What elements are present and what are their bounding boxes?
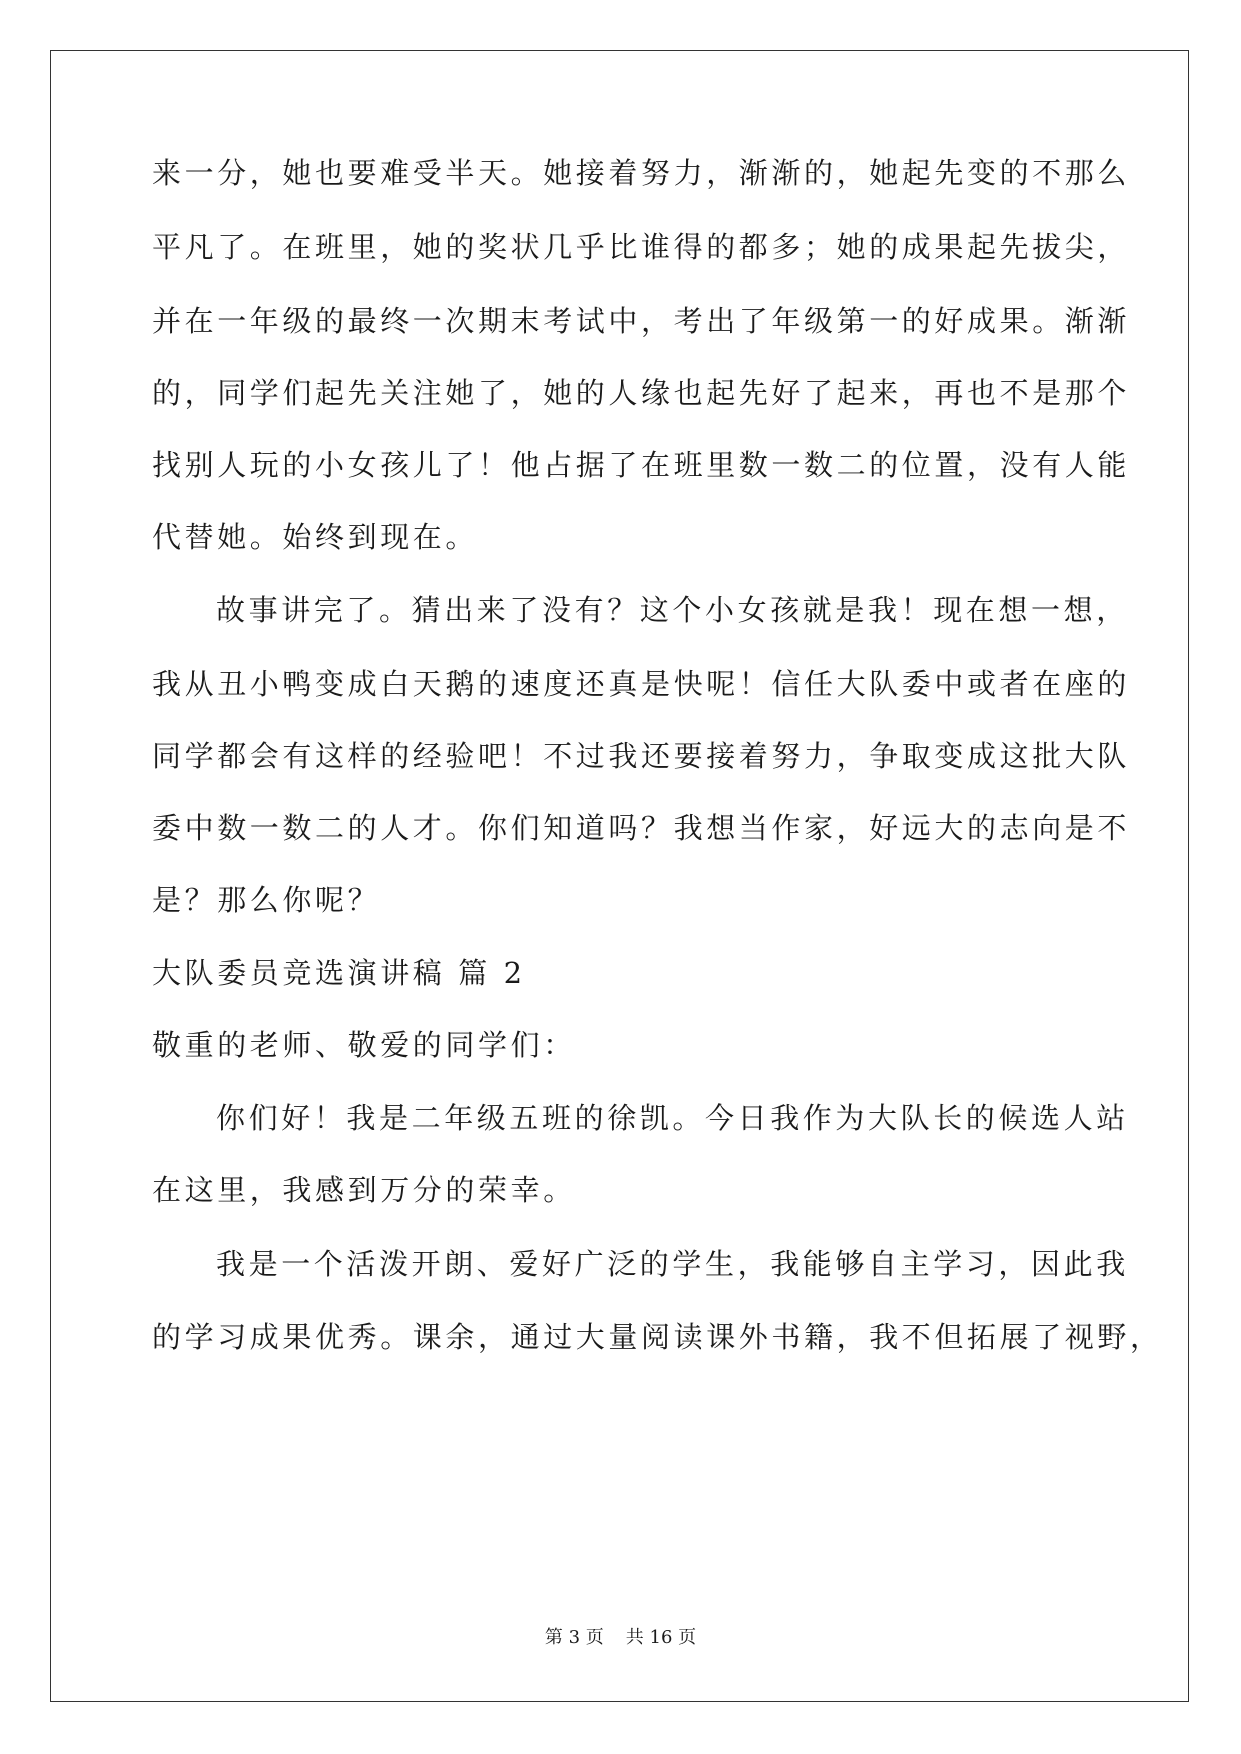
- text-line: 委中数一数二的人才。你们知道吗？我想当作家，好远大的志向是不: [152, 811, 1131, 845]
- paragraph-start: 我是一个活泼开朗、爱好广泛的学生，我能够自主学习，因此我: [216, 1247, 1129, 1281]
- text-line: 并在一年级的最终一次期末考试中，考出了年级第一的好成果。渐渐: [152, 304, 1131, 338]
- text-line: 的学习成果优秀。课余，通过大量阅读课外书籍，我不但拓展了视野，: [152, 1320, 1163, 1354]
- text-line: 在这里，我感到万分的荣幸。: [152, 1173, 576, 1207]
- section-heading: 大队委员竞选演讲稿 篇 2: [152, 956, 526, 990]
- page-total: 共 16 页: [625, 1627, 697, 1648]
- text-line: 找别人玩的小女孩儿了！他占据了在班里数一数二的位置，没有人能: [152, 448, 1131, 482]
- text-line: 来一分，她也要难受半天。她接着努力，渐渐的，她起先变的不那么: [152, 156, 1131, 190]
- paragraph-start: 你们好！我是二年级五班的徐凯。今日我作为大队长的候选人站: [216, 1101, 1129, 1135]
- salutation: 敬重的老师、敬爱的同学们：: [152, 1028, 576, 1062]
- page-number: 第 3 页: [544, 1627, 604, 1648]
- page-footer: [0, 1624, 1241, 1652]
- page-border: [50, 50, 1189, 1702]
- text-line: 是？那么你呢？: [152, 883, 381, 917]
- text-line: 的，同学们起先关注她了，她的人缘也起先好了起来，再也不是那个: [152, 376, 1131, 410]
- text-line: 代替她。始终到现在。: [152, 520, 479, 554]
- text-line: 我从丑小鸭变成白天鹅的速度还真是快呢！信任大队委中或者在座的: [152, 667, 1131, 701]
- text-line: 同学都会有这样的经验吧！不过我还要接着努力，争取变成这批大队: [152, 739, 1131, 773]
- paragraph-start: 故事讲完了。猜出来了没有？这个小女孩就是我！现在想一想，: [216, 593, 1129, 627]
- text-line: 平凡了。在班里，她的奖状几乎比谁得的都多；她的成果起先拔尖，: [152, 230, 1131, 264]
